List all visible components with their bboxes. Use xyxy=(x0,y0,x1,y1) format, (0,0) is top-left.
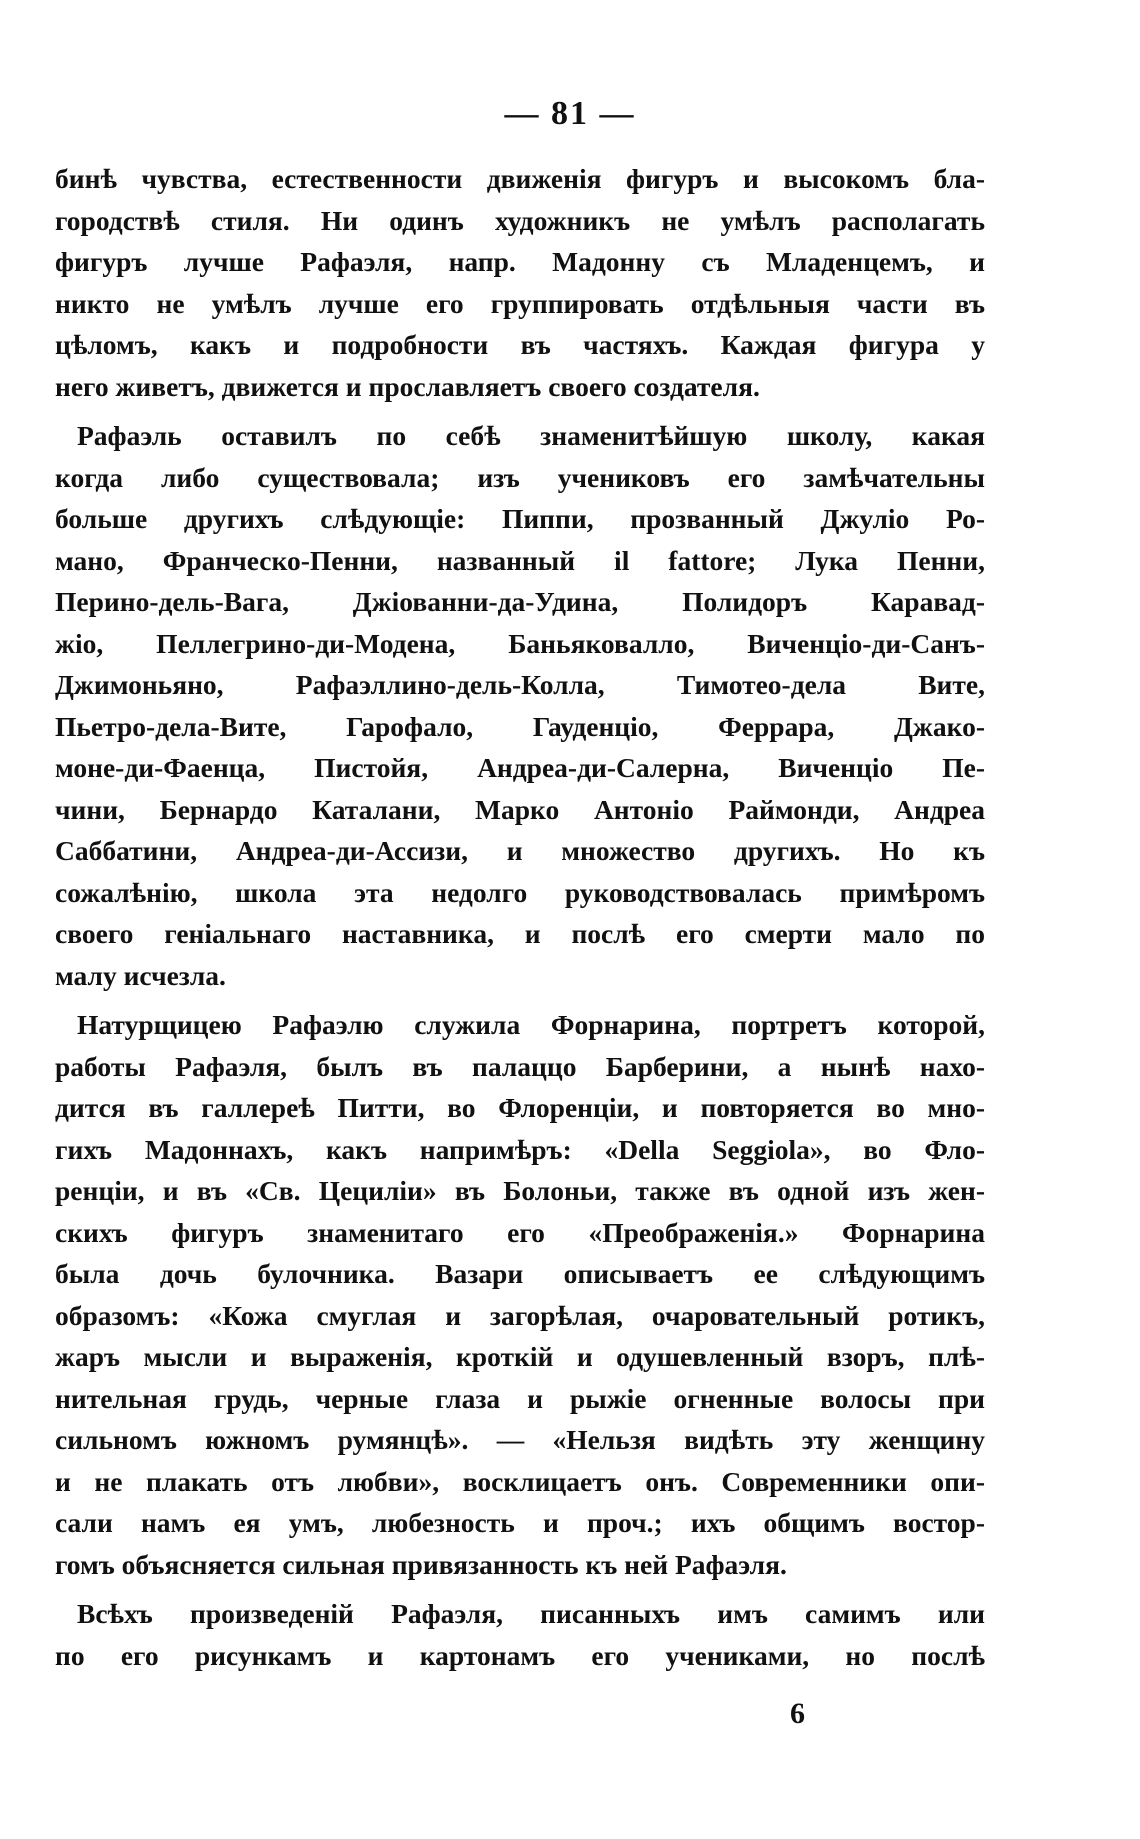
text-line: бинѣ чувства, естественности движенія фигуръ и высокомъ бла- xyxy=(55,163,985,194)
text-line: гомъ объясняется сильная привязанность къ ней Рафаэля. xyxy=(55,1548,787,1580)
text-line: сожалѣнію, школа эта недолго руководствовалась примѣромъ xyxy=(55,876,985,908)
text-line: когда либо существовала; изъ учениковъ его замѣчательны xyxy=(55,461,985,493)
body-text xyxy=(55,158,985,1676)
text-line: была дочь булочника. Вазари описываетъ ее слѣдующимъ xyxy=(55,1258,985,1289)
paragraph-1 xyxy=(55,158,985,407)
text-line: цѣломъ, какъ и подробности въ частяхъ. Каждая фигура у xyxy=(55,329,985,360)
text-line: сали намъ ея умъ, любезность и проч.; ихъ общимъ востор- xyxy=(55,1507,985,1538)
paragraph-4 xyxy=(55,1593,985,1676)
text-line: Рафаэль оставилъ по себѣ знаменитѣйшую школу, какая xyxy=(77,420,985,451)
paragraph-2 xyxy=(55,415,985,996)
text-line: работы Рафаэля, былъ въ палаццо Барберини, а нынѣ нахо- xyxy=(55,1050,985,1082)
text-line: по его рисункамъ и картонамъ его учениками, но послѣ xyxy=(55,1639,985,1671)
text-line: городствѣ стиля. Ни одинъ художникъ не умѣлъ располагать xyxy=(55,204,985,236)
text-line: сильномъ южномъ румянцѣ». — «Нельзя видѣть эту женщину xyxy=(55,1424,985,1455)
text-line: ренціи, и въ «Св. Цециліи» въ Болоньи, также въ одной изъ жен- xyxy=(55,1175,985,1206)
signature-mark: 6 xyxy=(790,1697,805,1730)
text-line: Перино-дель-Вага, Джіованни-да-Удина, Полидоръ Каравад- xyxy=(55,586,985,617)
text-line: Джимоньяно, Рафаэллино-дель-Колла, Тимотео-дела Вите, xyxy=(55,669,985,700)
text-line: Пьетро-дела-Вите, Гарофало, Гауденціо, Феррара, Джако- xyxy=(55,710,985,742)
text-line: фигуръ лучше Рафаэля, напр. Мадонну съ Младенцемъ, и xyxy=(55,246,985,277)
text-line: чини, Бернардо Каталани, Марко Антоніо Раймонди, Андреа xyxy=(55,793,985,825)
text-line: жіо, Пеллегрино-ди-Модена, Баньяковалло, Виченціо-ди-Санъ- xyxy=(55,627,985,659)
text-line: больше другихъ слѣдующіе: Пиппи, прозванный Джуліо Ро- xyxy=(55,503,985,534)
paragraph-3 xyxy=(55,1004,985,1585)
text-line: дится въ галлереѣ Питти, во Флоренціи, и повторяется во мно- xyxy=(55,1092,985,1123)
text-line: Всѣхъ произведеній Рафаэля, писанныхъ имъ самимъ или xyxy=(77,1598,985,1629)
text-line: никто не умѣлъ лучше его группировать отдѣльныя части въ xyxy=(55,287,985,319)
text-line: скихъ фигуръ знаменитаго его «Преображенія.» Форнарина xyxy=(55,1216,985,1248)
text-line: и не плакать отъ любви», восклицаетъ онъ. Современники опи- xyxy=(55,1465,985,1497)
text-line: малу исчезла. xyxy=(55,959,226,991)
text-line: него живетъ, движется и прославляетъ своего создателя. xyxy=(55,370,760,402)
text-line: гихъ Мадоннахъ, какъ напримѣръ: «Della Seggiola», во Фло- xyxy=(55,1133,985,1165)
text-line: нительная грудь, черные глаза и рыжіе огненные волосы при xyxy=(55,1382,985,1414)
text-line: Саббатини, Андреа-ди-Ассизи, и множество другихъ. Но къ xyxy=(55,835,985,866)
text-line: Натурщицею Рафаэлю служила Форнарина, портретъ которой, xyxy=(77,1009,985,1040)
text-line: мано, Франческо-Пенни, названный il fattore; Лука Пенни, xyxy=(55,544,985,576)
text-line: образомъ: «Кожа смуглая и загорѣлая, очаровательный ротикъ, xyxy=(55,1299,985,1331)
text-line: жаръ мысли и выраженія, кроткій и одушевленный взоръ, плѣ- xyxy=(55,1341,985,1372)
page-number: — 81 — xyxy=(504,95,636,132)
text-line: моне-ди-Фаенца, Пистойя, Андреа-ди-Салерна, Виченціо Пе- xyxy=(55,752,985,783)
text-line: своего геніальнаго наставника, и послѣ его смерти мало по xyxy=(55,918,985,949)
